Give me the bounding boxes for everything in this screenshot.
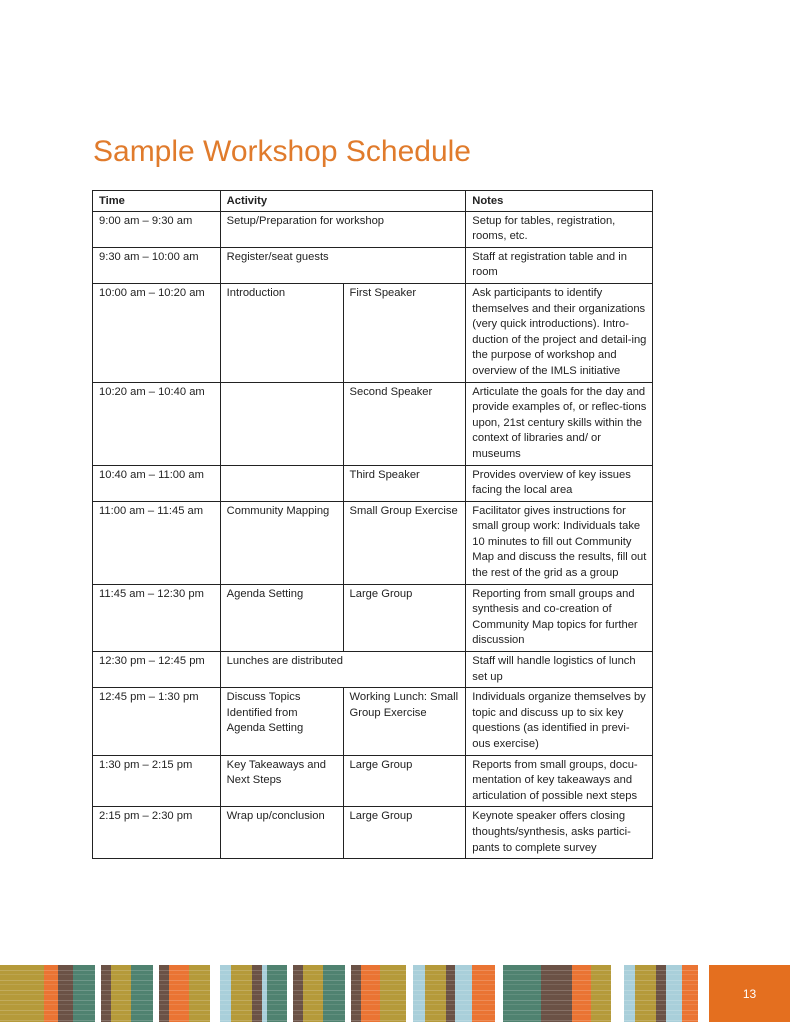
cell-notes: Provides overview of key issues facing the local area bbox=[466, 465, 653, 501]
cell-activity bbox=[220, 465, 343, 501]
cell-activity bbox=[220, 382, 343, 465]
table-row bbox=[93, 584, 653, 651]
stripe-block bbox=[624, 965, 698, 1022]
stripe-block bbox=[0, 965, 95, 1022]
table-row bbox=[93, 755, 653, 807]
table-row bbox=[93, 807, 653, 859]
cell-time: 12:30 pm – 12:45 pm bbox=[93, 652, 221, 688]
table-row bbox=[93, 283, 653, 382]
stripe-block bbox=[101, 965, 153, 1022]
stripe-block bbox=[159, 965, 210, 1022]
cell-notes: Individuals organize themselves by topic and discuss up to six key questions (as identified in previ-ous exercise) bbox=[466, 688, 653, 755]
cell-time: 10:20 am – 10:40 am bbox=[93, 382, 221, 465]
decorative-footer-stripes bbox=[0, 965, 790, 1022]
cell-format: Small Group Exercise bbox=[343, 501, 466, 584]
cell-format: Second Speaker bbox=[343, 382, 466, 465]
table-row bbox=[93, 652, 653, 688]
cell-activity: Key Takeaways and Next Steps bbox=[220, 755, 343, 807]
cell-notes: Ask participants to identify themselves and their organizations (very quick introductions). Intro-duction of the project and detail-ing the purpose of workshop and overview of the IMLS initiative bbox=[466, 283, 653, 382]
page-title: Sample Workshop Schedule bbox=[93, 135, 471, 168]
cell-format: First Speaker bbox=[343, 283, 466, 382]
cell-time: 2:15 pm – 2:30 pm bbox=[93, 807, 221, 859]
cell-format: Third Speaker bbox=[343, 465, 466, 501]
cell-format: Large Group bbox=[343, 584, 466, 651]
cell-notes: Staff will handle logistics of lunch set up bbox=[466, 652, 653, 688]
table-row bbox=[93, 688, 653, 755]
cell-activity: Discuss Topics Identified from Agenda Setting bbox=[220, 688, 343, 755]
cell-notes: Staff at registration table and in room bbox=[466, 247, 653, 283]
cell-time: 9:30 am – 10:00 am bbox=[93, 247, 221, 283]
cell-activity: Agenda Setting bbox=[220, 584, 343, 651]
stripe-block bbox=[503, 965, 611, 1022]
cell-notes: Articulate the goals for the day and provide examples of, or reflec-tions upon, 21st century skills within the context of libraries and/ or museums bbox=[466, 382, 653, 465]
cell-activity: Wrap up/conclusion bbox=[220, 807, 343, 859]
page-number-badge bbox=[709, 965, 790, 1022]
stripe-block bbox=[413, 965, 495, 1022]
table-row bbox=[93, 501, 653, 584]
table-row bbox=[93, 382, 653, 465]
table-row bbox=[93, 465, 653, 501]
page-number: 13 bbox=[742, 986, 757, 1001]
table-header-row bbox=[93, 191, 653, 212]
cell-activity: Lunches are distributed bbox=[220, 652, 466, 688]
cell-time: 10:40 am – 11:00 am bbox=[93, 465, 221, 501]
cell-time: 9:00 am – 9:30 am bbox=[93, 211, 221, 247]
cell-format: Large Group bbox=[343, 755, 466, 807]
cell-format: Large Group bbox=[343, 807, 466, 859]
header-notes: Notes bbox=[466, 191, 653, 212]
header-time: Time bbox=[93, 191, 221, 212]
cell-time: 1:30 pm – 2:15 pm bbox=[93, 755, 221, 807]
cell-time: 12:45 pm – 1:30 pm bbox=[93, 688, 221, 755]
cell-time: 10:00 am – 10:20 am bbox=[93, 283, 221, 382]
header-activity: Activity bbox=[220, 191, 466, 212]
cell-time: 11:00 am – 11:45 am bbox=[93, 501, 221, 584]
cell-notes: Facilitator gives instructions for small group work: Individuals take 10 minutes to fill out Community Map and discuss the results, fill out the rest of the grid as a group bbox=[466, 501, 653, 584]
cell-activity: Register/seat guests bbox=[220, 247, 466, 283]
cell-notes: Reporting from small groups and synthesis and co-creation of Community Map topics for further discussion bbox=[466, 584, 653, 651]
cell-notes: Keynote speaker offers closing thoughts/synthesis, asks partici-pants to complete survey bbox=[466, 807, 653, 859]
table-row bbox=[93, 211, 653, 247]
cell-notes: Setup for tables, registration, rooms, etc. bbox=[466, 211, 653, 247]
stripe-block bbox=[220, 965, 287, 1022]
cell-activity: Setup/Preparation for workshop bbox=[220, 211, 466, 247]
stripe-block bbox=[351, 965, 406, 1022]
table-row bbox=[93, 247, 653, 283]
cell-notes: Reports from small groups, docu-mentation of key takeaways and articulation of possible next steps bbox=[466, 755, 653, 807]
stripe-block bbox=[293, 965, 345, 1022]
cell-activity: Community Mapping bbox=[220, 501, 343, 584]
cell-time: 11:45 am – 12:30 pm bbox=[93, 584, 221, 651]
cell-activity: Introduction bbox=[220, 283, 343, 382]
cell-format: Working Lunch: Small Group Exercise bbox=[343, 688, 466, 755]
schedule-table bbox=[92, 190, 653, 859]
